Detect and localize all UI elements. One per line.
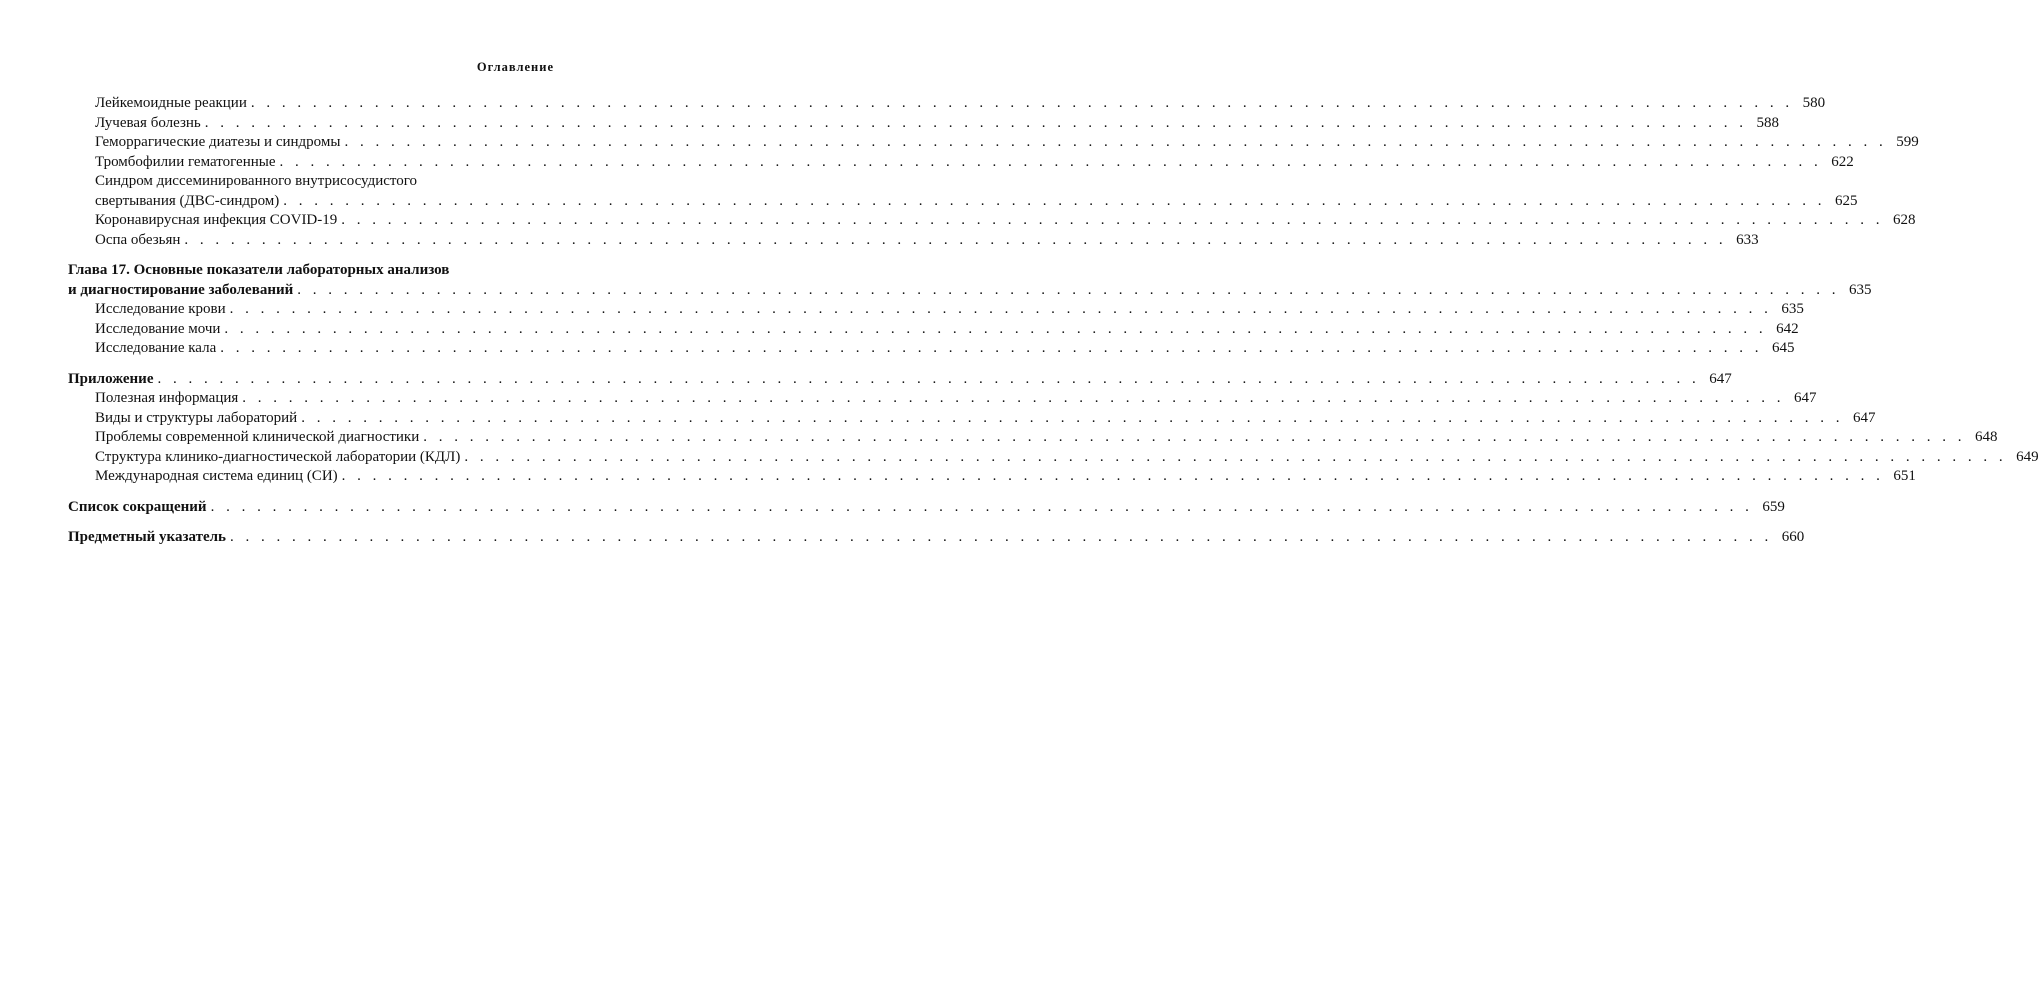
toc-entry-page: 625 (1835, 192, 1858, 209)
toc-entry-page: 649 (2016, 448, 2039, 465)
toc-entry-title: Лучевая болезнь (95, 114, 201, 131)
toc-entry[interactable] (68, 94, 1826, 114)
toc-entry-page: 651 (1893, 468, 1916, 484)
leader-dots (238, 389, 1784, 409)
toc-chapter-title: Предметный указатель (68, 529, 226, 545)
leader-dots (460, 448, 2006, 468)
section-spacer (68, 250, 550, 261)
toc-entry-title-line1: Синдром диссеминированного внутрисосудистого (95, 173, 418, 189)
toc-entry-title: Исследование кала (95, 340, 217, 356)
toc-chapter[interactable] (68, 370, 1732, 390)
toc-entry-page: 622 (1831, 153, 1854, 170)
toc-entry[interactable] (68, 114, 1779, 134)
toc-entry-title: Международная система единиц (СИ) (95, 468, 338, 484)
toc-entry-page: 580 (1802, 95, 1826, 111)
toc-entry-title: Исследование мочи (95, 320, 221, 337)
toc-entry-page: 645 (1771, 340, 1795, 356)
toc-entry[interactable] (68, 339, 1795, 359)
toc-chapter-last-line (68, 281, 1872, 301)
leader-dots (293, 281, 1839, 301)
leader-dots (276, 153, 1822, 173)
table-of-contents (68, 94, 2039, 548)
toc-entry[interactable] (68, 389, 1817, 409)
toc-entry-last-line (95, 192, 1858, 212)
toc-entry-page: 642 (1776, 320, 1799, 337)
leader-dots (180, 231, 1726, 251)
toc-entry-page: 633 (1736, 231, 1759, 248)
toc-entry[interactable] (68, 133, 1919, 153)
toc-chapter-title-multiline (68, 261, 1872, 300)
section-spacer (68, 517, 550, 528)
toc-chapter-page: 635 (1849, 281, 1872, 298)
section-spacer (68, 487, 550, 498)
leader-dots (247, 94, 1793, 114)
section-spacer (68, 359, 550, 370)
toc-entry[interactable] (68, 300, 1804, 320)
leader-dots (216, 339, 1762, 359)
toc-entry[interactable] (68, 320, 1799, 340)
toc-chapter[interactable] (68, 528, 1805, 548)
toc-chapter-title: Приложение (68, 370, 154, 387)
toc-entry-title: Коронавирусная инфекция COVID-19 (95, 212, 338, 228)
toc-entry[interactable] (68, 211, 1916, 231)
leader-dots (338, 467, 1884, 487)
toc-entry-title: Исследование крови (95, 301, 226, 317)
toc-entry[interactable] (68, 172, 1858, 211)
leader-dots (207, 498, 1753, 518)
toc-entry-title: Полезная информация (95, 390, 239, 406)
toc-entry[interactable] (68, 448, 2039, 468)
toc-entry-page: 599 (1896, 134, 1919, 150)
toc-chapter-page: 647 (1709, 370, 1732, 387)
toc-chapter-title-line2: и диагностирование заболеваний (68, 281, 294, 298)
leader-dots (153, 370, 1699, 390)
toc-entry[interactable] (68, 409, 1876, 429)
toc-entry-title: Виды и структуры лабораторий (95, 409, 298, 426)
leader-dots (226, 528, 1772, 548)
leader-dots (340, 133, 1886, 153)
toc-entry-page: 628 (1893, 212, 1916, 228)
toc-entry-title: Геморрагические диатезы и синдромы (95, 134, 341, 150)
toc-chapter[interactable] (68, 261, 1872, 300)
toc-entry-page: 647 (1852, 409, 1876, 426)
leader-dots (201, 114, 1747, 134)
toc-entry-title: Оспа обезьян (95, 231, 181, 248)
toc-chapter-page: 659 (1762, 498, 1785, 515)
toc-entry-title-multiline (95, 172, 1858, 211)
toc-entry-page: 588 (1756, 114, 1779, 131)
toc-chapter[interactable] (68, 498, 1785, 518)
toc-chapter-page: 660 (1781, 529, 1805, 545)
leader-dots (419, 428, 1965, 448)
leader-dots (297, 409, 1843, 429)
leader-dots (226, 300, 1772, 320)
running-head: Оглавление (476, 60, 554, 74)
toc-entry-page: 648 (1975, 429, 1998, 445)
toc-entry[interactable] (68, 153, 1854, 173)
toc-entry[interactable] (68, 467, 1916, 487)
toc-entry-title-line2: свертывания (ДВС-синдром) (95, 192, 280, 209)
leader-dots (220, 320, 1766, 340)
toc-entry-title: Структура клинико-диагностической лаборатории (КДЛ) (95, 448, 461, 465)
toc-entry-page: 635 (1781, 301, 1804, 317)
toc-entry[interactable] (68, 231, 1759, 251)
toc-entry-title: Проблемы современной клинической диагностики (95, 429, 420, 445)
toc-entry[interactable] (68, 428, 1998, 448)
toc-entry-page: 647 (1794, 390, 1817, 406)
toc-chapter-title-line1: Глава 17. Основные показатели лабораторных анализов (68, 262, 450, 278)
toc-entry-title: Тромбофилии гематогенные (95, 153, 276, 170)
toc-entry-title: Лейкемоидные реакции (95, 95, 247, 111)
toc-chapter-title: Список сокращений (68, 498, 207, 515)
leader-dots (337, 211, 1883, 231)
leader-dots (279, 192, 1825, 212)
